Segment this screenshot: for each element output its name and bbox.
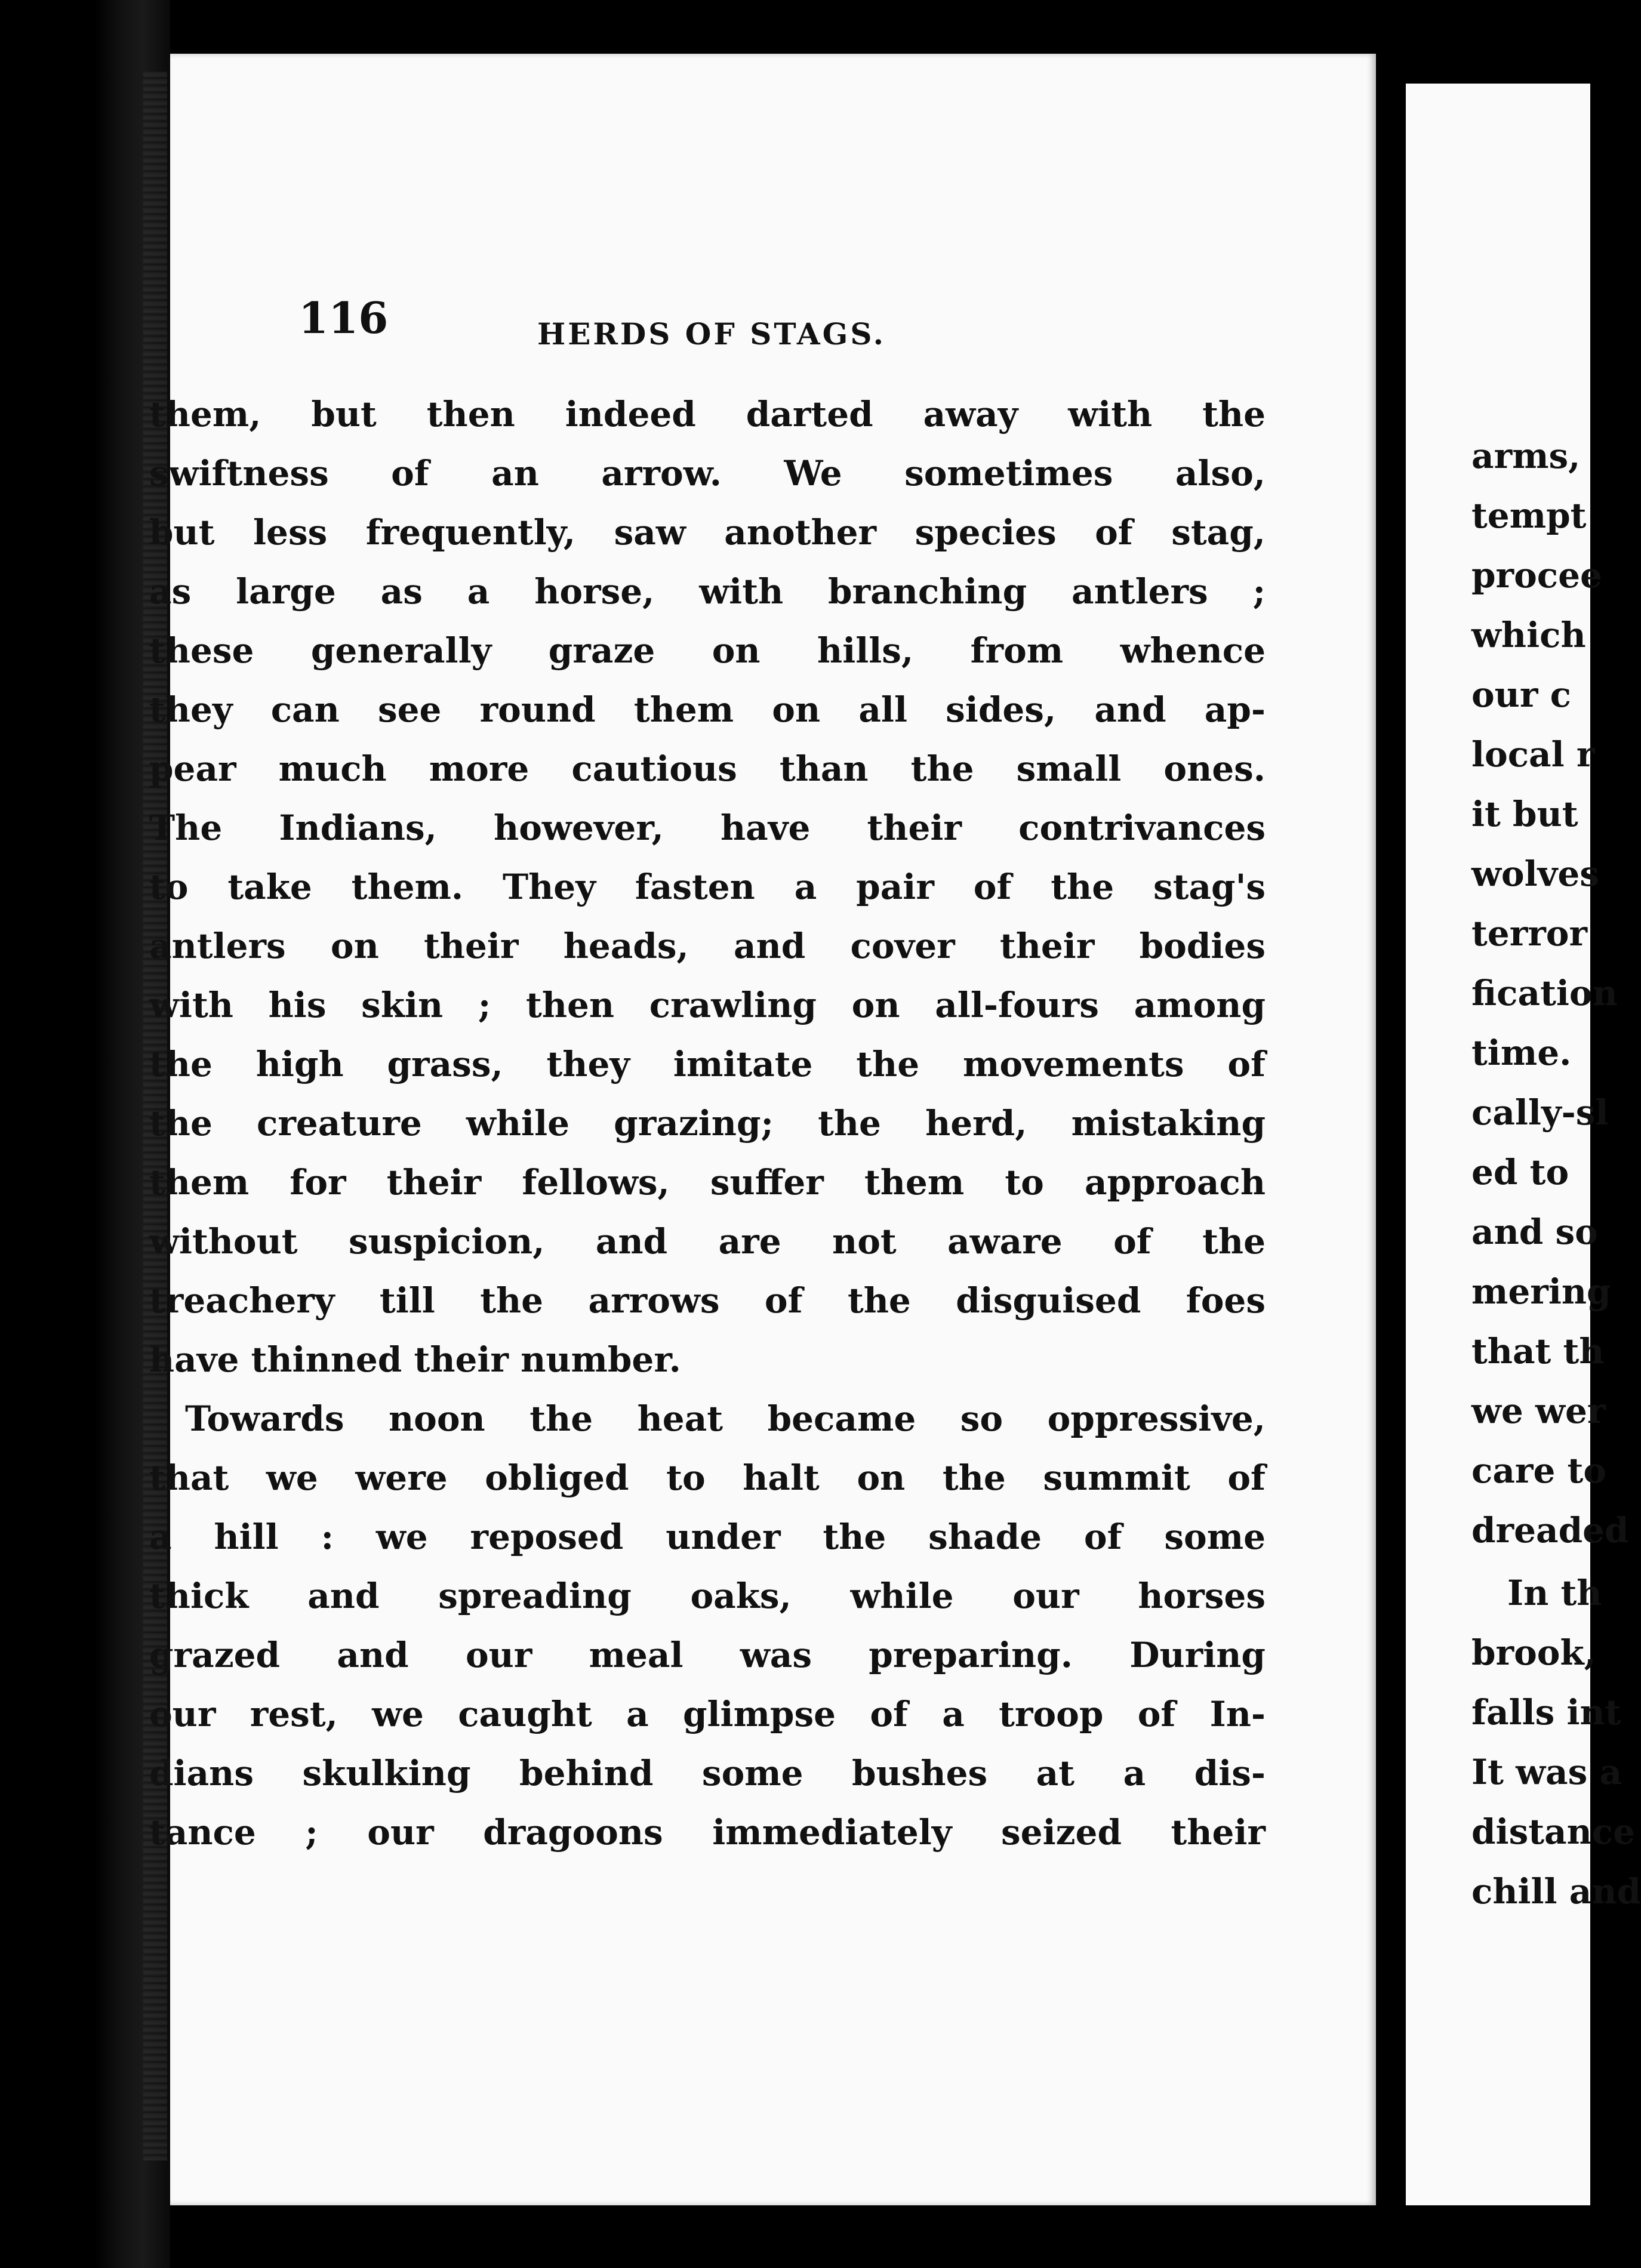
text-line: tance ; our dragoons immediately seized their	[149, 1812, 1266, 1853]
text-line: but less frequently, saw another species of stag,	[149, 512, 1266, 553]
text-line: care to	[1471, 1450, 1607, 1491]
text-line: grazed and our meal was preparing. During	[149, 1635, 1266, 1675]
text-line: our c	[1471, 674, 1571, 715]
text-line: our rest, we caught a glimpse of a troop of In-	[149, 1694, 1266, 1734]
text-line: dians skulking behind some bushes at a dis-	[149, 1753, 1266, 1794]
text-line: tempt	[1471, 495, 1587, 536]
text-line: them, but then indeed darted away with the	[149, 394, 1266, 435]
text-line: terror	[1471, 913, 1588, 954]
text-line: swiftness of an arrow. We sometimes also,	[149, 453, 1266, 494]
text-line: the creature while grazing; the herd, mistaking	[149, 1103, 1266, 1144]
text-line: fication	[1471, 973, 1618, 1013]
text-line: that th	[1471, 1331, 1605, 1372]
text-line: the high grass, they imitate the movements of	[149, 1044, 1266, 1084]
text-line: dreaded	[1471, 1510, 1629, 1551]
text-line: wolves	[1471, 853, 1599, 894]
text-line: In th	[1507, 1573, 1602, 1613]
text-line: to take them. They fasten a pair of the stag's	[149, 867, 1266, 907]
text-line: chill and	[1471, 1871, 1641, 1912]
left-page-body-text	[149, 385, 1266, 1862]
text-line: Towards noon the heat became so oppressive,	[185, 1398, 1266, 1439]
text-line: ed to	[1471, 1152, 1569, 1192]
text-line: we wer	[1471, 1391, 1606, 1431]
binding-gutter	[0, 0, 170, 2268]
text-line: a hill : we reposed under the shade of some	[149, 1517, 1266, 1557]
text-line: it but	[1471, 794, 1578, 834]
text-line: mering	[1471, 1271, 1611, 1312]
text-line: arms,	[1471, 436, 1581, 476]
text-line: cally-sl	[1471, 1092, 1609, 1133]
text-line: falls int	[1471, 1692, 1621, 1733]
text-line: treachery till the arrows of the disguised foes	[149, 1280, 1266, 1321]
text-line: these generally graze on hills, from whence	[149, 630, 1266, 671]
text-line: they can see round them on all sides, and ap-	[149, 689, 1266, 730]
text-line: It was a	[1471, 1752, 1622, 1792]
text-line: with his skin ; then crawling on all-fours among	[149, 985, 1266, 1025]
text-line: time.	[1471, 1033, 1572, 1073]
running-head: HERDS OF STAGS.	[537, 316, 886, 352]
text-line: without suspicion, and are not aware of the	[149, 1221, 1266, 1262]
page-header	[298, 292, 1063, 358]
text-line: them for their fellows, suffer them to approach	[149, 1162, 1266, 1203]
text-line: antlers on their heads, and cover their bodies	[149, 926, 1266, 966]
text-line: that we were obliged to halt on the summit of	[149, 1457, 1266, 1498]
text-line: The Indians, however, have their contrivances	[149, 808, 1266, 848]
text-line: procee	[1471, 555, 1602, 596]
text-line: thick and spreading oaks, while our horses	[149, 1576, 1266, 1616]
text-line: distance	[1471, 1811, 1635, 1852]
text-line: and so	[1471, 1212, 1598, 1252]
page-number: 116	[298, 292, 389, 343]
text-line: brook,	[1471, 1632, 1596, 1673]
text-line: as large as a horse, with branching antlers ;	[149, 571, 1266, 612]
text-line: have thinned their number.	[149, 1339, 681, 1380]
text-line: local r	[1471, 734, 1595, 775]
text-line: which	[1471, 615, 1586, 655]
right-page-fragment	[1406, 84, 1641, 2205]
text-line: pear much more cautious than the small ones.	[149, 748, 1266, 789]
